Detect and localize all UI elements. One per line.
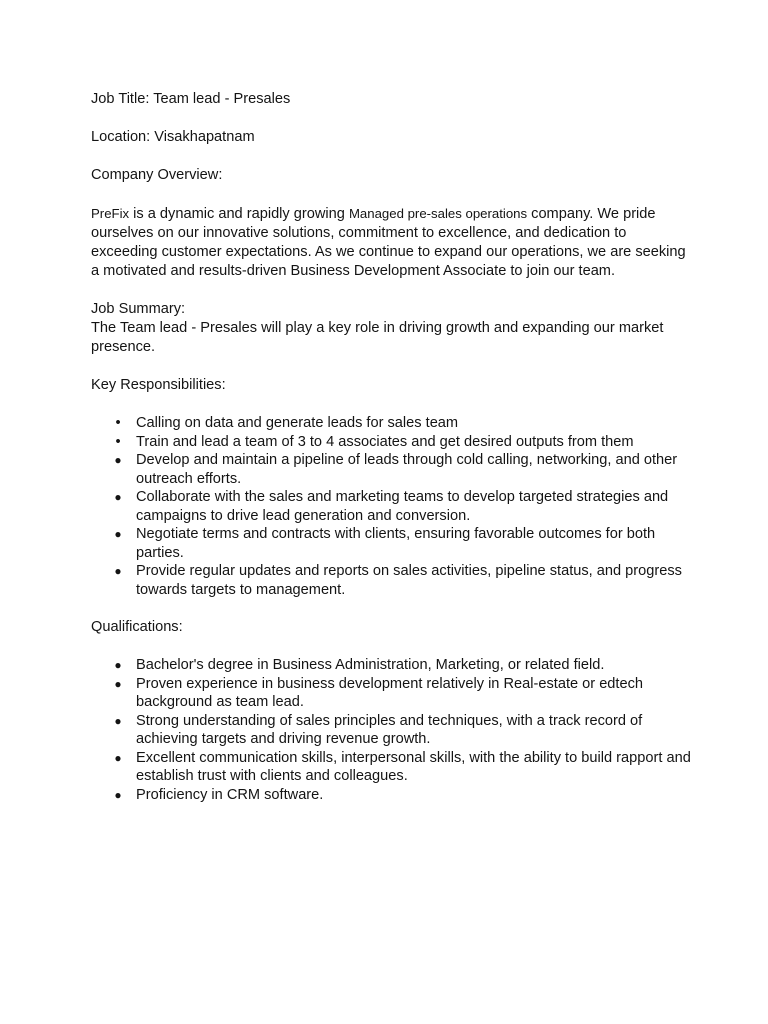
- bullet-icon: ●: [114, 453, 122, 467]
- company-overview-text-1: is a dynamic and rapidly growing: [129, 206, 349, 222]
- responsibilities-list: [91, 414, 691, 599]
- company-overview-text-2: company. We pride ourselves on our innovative solutions, commitment to excellence, and dedication to exceeding customer expectations. As we continue to expand our operations, we are seeking a motivated and results-driven Business Development Associate to join our team.: [91, 206, 686, 279]
- job-location: Location: Visakhapatnam: [91, 129, 255, 145]
- list-item: ● Bachelor's degree in Business Administration, Marketing, or related field.: [91, 656, 691, 675]
- bullet-icon: ●: [114, 787, 122, 802]
- responsibilities-heading: Key Responsibilities:: [91, 377, 226, 393]
- company-brand-name: PreFix: [91, 206, 130, 221]
- document-page: [91, 90, 691, 804]
- bullet-icon: •: [115, 433, 121, 450]
- company-overview-heading: Company Overview:: [91, 167, 223, 183]
- bullet-icon: ●: [114, 658, 122, 672]
- list-item: ● Negotiate terms and contracts with clients, ensuring favorable outcomes for both parties.: [91, 525, 691, 562]
- list-item: ● Develop and maintain a pipeline of leads through cold calling, networking, and other outreach efforts.: [91, 451, 691, 488]
- bullet-icon: ●: [114, 490, 122, 504]
- list-item: ● Proven experience in business development relatively in Real-estate or edtech background as team lead.: [91, 675, 691, 712]
- job-summary-paragraph: The Team lead - Presales will play a key role in driving growth and expanding our market presence.: [91, 320, 664, 355]
- list-item: • Calling on data and generate leads for sales team: [91, 414, 691, 433]
- list-item: ● Provide regular updates and reports on sales activities, pipeline status, and progress towards targets to management.: [91, 562, 691, 599]
- bullet-icon: ●: [114, 564, 122, 578]
- list-item: ● Proficiency in CRM software.: [91, 786, 691, 805]
- bullet-icon: ●: [114, 750, 122, 765]
- qualifications-list: [91, 656, 691, 804]
- job-summary-heading: Job Summary:: [91, 301, 186, 317]
- qualifications-heading: Qualifications:: [91, 619, 183, 635]
- list-item: ● Collaborate with the sales and marketing teams to develop targeted strategies and campaigns to drive lead generation and conversion.: [91, 488, 691, 525]
- bullet-icon: •: [115, 415, 121, 431]
- company-overview-managed: Managed pre-sales operations: [348, 206, 528, 221]
- list-item: ● Strong understanding of sales principles and techniques, with a track record of achieving targets and driving revenue growth.: [91, 712, 691, 749]
- bullet-icon: ●: [114, 527, 122, 541]
- company-overview-paragraph: [91, 204, 691, 281]
- bullet-icon: ●: [114, 713, 122, 728]
- list-item: • Train and lead a team of 3 to 4 associates and get desired outputs from them: [91, 433, 691, 452]
- list-item: ● Excellent communication skills, interpersonal skills, with the ability to build rapport and establish trust with clients and colleagues.: [91, 749, 691, 786]
- job-title: Job Title: Team lead - Presales: [91, 91, 291, 107]
- bullet-icon: ●: [114, 676, 122, 691]
